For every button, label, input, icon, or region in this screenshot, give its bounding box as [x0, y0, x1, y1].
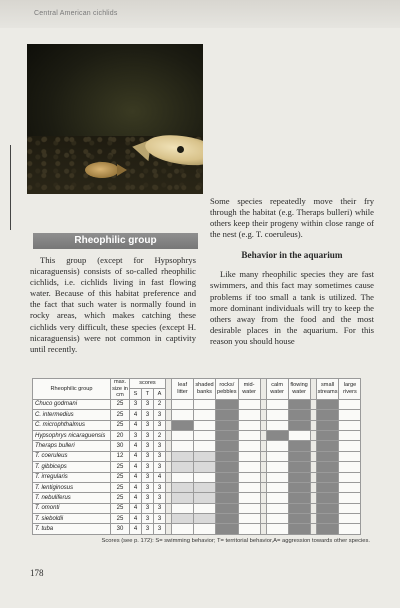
score-t: 3 [142, 472, 154, 482]
habitat-cell-leaf-litter [172, 410, 194, 420]
species-name: T. lentiginosus [33, 482, 111, 492]
score-t: 3 [142, 399, 154, 409]
header-size: max. size in cm [112, 379, 128, 399]
habitat-cell-rocks-pebbles [216, 514, 239, 524]
score-a: 3 [154, 462, 166, 472]
habitat-cell-calm-water [266, 441, 288, 451]
right-top-paragraph: Some species repeatedly move their fry through the habitat (e.g. Theraps bulleri) while others keep their progeny within close range of the nest (e.g. T. coeruleus). [210, 196, 374, 240]
species-name: T. gibbiceps [33, 462, 111, 472]
habitat-cell-small-streams [316, 410, 339, 420]
fish-spot [177, 146, 184, 153]
habitat-cell-shaded-banks [194, 503, 216, 513]
table-row [33, 430, 361, 440]
habitat-cell-flowing-water [288, 451, 310, 461]
score-s: 3 [130, 399, 142, 409]
score-t: 3 [142, 503, 154, 513]
score-t: 3 [142, 420, 154, 430]
habitat-cell-calm-water [266, 430, 288, 440]
habitat-cell-leaf-litter [172, 503, 194, 513]
habitat-cell-rocks-pebbles [216, 451, 239, 461]
habitat-cell-mid-water [238, 399, 260, 409]
table-row [33, 420, 361, 430]
header-mid-water: mid- water [238, 379, 260, 400]
max-size: 25 [111, 493, 130, 503]
habitat-cell-mid-water [238, 472, 260, 482]
habitat-cell-shaded-banks [194, 430, 216, 440]
score-s: 4 [130, 462, 142, 472]
header-flowing-water: flowing water [288, 379, 310, 400]
habitat-cell-calm-water [266, 482, 288, 492]
left-paragraph [30, 255, 196, 355]
habitat-cell-small-streams [316, 462, 339, 472]
habitat-cell-small-streams [316, 514, 339, 524]
habitat-cell-flowing-water [288, 420, 310, 430]
habitat-cell-mid-water [238, 410, 260, 420]
habitat-cell-shaded-banks [194, 399, 216, 409]
habitat-cell-calm-water [266, 420, 288, 430]
score-a: 3 [154, 524, 166, 534]
score-a: 3 [154, 420, 166, 430]
habitat-cell-shaded-banks [194, 451, 216, 461]
table-row [33, 451, 361, 461]
habitat-cell-shaded-banks [194, 462, 216, 472]
habitat-cell-flowing-water [288, 462, 310, 472]
score-s: 4 [130, 410, 142, 420]
habitat-cell-shaded-banks [194, 420, 216, 430]
species-name: T. coeruleus [33, 451, 111, 461]
score-t: 3 [142, 462, 154, 472]
habitat-cell-rocks-pebbles [216, 420, 239, 430]
habitat-cell-mid-water [238, 441, 260, 451]
score-a: 3 [154, 482, 166, 492]
score-a: 3 [154, 451, 166, 461]
habitat-cell-mid-water [238, 524, 260, 534]
habitat-cell-leaf-litter [172, 441, 194, 451]
habitat-cell-flowing-water [288, 472, 310, 482]
habitat-cell-mid-water [238, 493, 260, 503]
max-size: 25 [111, 472, 130, 482]
header-rocks-pebbles: rocks/ pebbles [216, 379, 239, 400]
habitat-cell-rocks-pebbles [216, 524, 239, 534]
score-t: 3 [142, 451, 154, 461]
species-name: T. irregularis [33, 472, 111, 482]
score-a: 3 [154, 514, 166, 524]
species-name: T. sieboldii [33, 514, 111, 524]
score-a: 3 [154, 493, 166, 503]
species-name: C. intermedius [33, 410, 111, 420]
header-scores: scores [130, 379, 166, 389]
species-name: T. tuba [33, 524, 111, 534]
habitat-cell-leaf-litter [172, 451, 194, 461]
habitat-cell-large-rivers [339, 451, 361, 461]
habitat-cell-mid-water [238, 482, 260, 492]
score-a: 3 [154, 441, 166, 451]
max-size: 25 [111, 503, 130, 513]
habitat-cell-leaf-litter [172, 482, 194, 492]
habitat-cell-flowing-water [288, 493, 310, 503]
max-size: 25 [111, 399, 130, 409]
score-s: 4 [130, 524, 142, 534]
species-name: T. omonti [33, 503, 111, 513]
habitat-cell-mid-water [238, 514, 260, 524]
habitat-cell-large-rivers [339, 462, 361, 472]
habitat-cell-rocks-pebbles [216, 472, 239, 482]
table-header-row [33, 379, 361, 389]
header-small-streams: small streams [316, 379, 339, 400]
score-s: 4 [130, 503, 142, 513]
habitat-cell-leaf-litter [172, 472, 194, 482]
table-row [33, 410, 361, 420]
habitat-cell-small-streams [316, 399, 339, 409]
max-size: 12 [111, 451, 130, 461]
habitat-cell-flowing-water [288, 399, 310, 409]
habitat-cell-large-rivers [339, 410, 361, 420]
score-s: 3 [130, 430, 142, 440]
score-s: 4 [130, 441, 142, 451]
cichlid-photo [27, 44, 203, 194]
habitat-cell-large-rivers [339, 514, 361, 524]
score-a: 3 [154, 503, 166, 513]
habitat-cell-small-streams [316, 524, 339, 534]
habitat-cell-shaded-banks [194, 410, 216, 420]
habitat-cell-rocks-pebbles [216, 462, 239, 472]
header-leaf-litter: leaf litter [172, 379, 194, 400]
habitat-cell-calm-water [266, 493, 288, 503]
habitat-cell-small-streams [316, 441, 339, 451]
section-banner: Rheophilic group [33, 233, 198, 249]
habitat-cell-large-rivers [339, 420, 361, 430]
right-bottom-paragraph: Like many rheophilic species they are fast swimmers, and this fact may sometimes cause problems if too small a tank is utilized. The more dominant individuals will try to keep the others away from the food and the most desirable places in the aquarium. For this reason you should house [210, 269, 374, 346]
score-s: 4 [130, 472, 142, 482]
habitat-cell-large-rivers [339, 472, 361, 482]
habitat-cell-rocks-pebbles [216, 482, 239, 492]
habitat-cell-small-streams [316, 493, 339, 503]
species-table-wrap [32, 378, 370, 544]
habitat-cell-shaded-banks [194, 472, 216, 482]
habitat-cell-small-streams [316, 503, 339, 513]
habitat-cell-flowing-water [288, 482, 310, 492]
species-name: Hypsophrys nicaraguensis [33, 430, 111, 440]
score-s: 4 [130, 451, 142, 461]
habitat-cell-small-streams [316, 472, 339, 482]
table-row [33, 399, 361, 409]
habitat-cell-small-streams [316, 482, 339, 492]
species-name: Chuco godmani [33, 399, 111, 409]
habitat-cell-large-rivers [339, 493, 361, 503]
habitat-cell-calm-water [266, 472, 288, 482]
habitat-cell-shaded-banks [194, 514, 216, 524]
habitat-cell-rocks-pebbles [216, 430, 239, 440]
table-row [33, 441, 361, 451]
score-s: 4 [130, 493, 142, 503]
habitat-cell-mid-water [238, 462, 260, 472]
habitat-cell-rocks-pebbles [216, 399, 239, 409]
habitat-cell-calm-water [266, 399, 288, 409]
habitat-cell-leaf-litter [172, 514, 194, 524]
score-t: 3 [142, 410, 154, 420]
max-size: 30 [111, 441, 130, 451]
score-s: 4 [130, 514, 142, 524]
habitat-cell-flowing-water [288, 430, 310, 440]
header-calm-water: calm water [266, 379, 288, 400]
table-body [33, 399, 361, 534]
header-shaded-banks: shaded banks [194, 379, 216, 400]
habitat-cell-shaded-banks [194, 524, 216, 534]
habitat-cell-large-rivers [339, 482, 361, 492]
habitat-cell-small-streams [316, 420, 339, 430]
subheading: Behavior in the aquarium [241, 250, 343, 261]
max-size: 25 [111, 514, 130, 524]
habitat-cell-large-rivers [339, 399, 361, 409]
score-a: 4 [154, 472, 166, 482]
header-large-rivers: large rivers [339, 379, 361, 400]
habitat-cell-small-streams [316, 451, 339, 461]
score-t: 3 [142, 524, 154, 534]
max-size: 25 [111, 462, 130, 472]
habitat-cell-leaf-litter [172, 430, 194, 440]
left-column [30, 255, 196, 355]
max-size: 25 [111, 420, 130, 430]
table-row [33, 524, 361, 534]
score-a: 3 [154, 410, 166, 420]
habitat-cell-leaf-litter [172, 524, 194, 534]
table-row [33, 503, 361, 513]
habitat-cell-calm-water [266, 451, 288, 461]
species-table [32, 378, 361, 535]
habitat-cell-flowing-water [288, 410, 310, 420]
page-number: 178 [30, 568, 44, 578]
habitat-cell-calm-water [266, 410, 288, 420]
habitat-cell-mid-water [238, 451, 260, 461]
species-name: Theraps bulleri [33, 441, 111, 451]
habitat-cell-small-streams [316, 430, 339, 440]
habitat-cell-calm-water [266, 503, 288, 513]
habitat-cell-mid-water [238, 420, 260, 430]
max-size: 20 [111, 430, 130, 440]
header-s: S [130, 389, 142, 399]
header-group: Rheophilic group [33, 379, 111, 400]
habitat-cell-flowing-water [288, 514, 310, 524]
habitat-cell-large-rivers [339, 524, 361, 534]
habitat-cell-calm-water [266, 524, 288, 534]
habitat-cell-shaded-banks [194, 441, 216, 451]
habitat-cell-shaded-banks [194, 482, 216, 492]
table-caption: Scores (see p. 172): S= swimming behavior; T= territorial behavior,A= aggression towards other species. [101, 537, 370, 544]
habitat-cell-flowing-water [288, 503, 310, 513]
header-t: T [142, 389, 154, 399]
table-row [33, 493, 361, 503]
right-column [210, 196, 374, 347]
score-t: 3 [142, 430, 154, 440]
header-a: A [154, 389, 166, 399]
max-size: 30 [111, 524, 130, 534]
score-t: 3 [142, 514, 154, 524]
habitat-cell-large-rivers [339, 430, 361, 440]
fish-tail-small [117, 164, 127, 176]
table-row [33, 514, 361, 524]
score-t: 3 [142, 441, 154, 451]
habitat-cell-calm-water [266, 462, 288, 472]
habitat-cell-large-rivers [339, 503, 361, 513]
cichlid-fish-small [85, 162, 119, 178]
habitat-cell-flowing-water [288, 524, 310, 534]
score-t: 3 [142, 493, 154, 503]
habitat-cell-calm-water [266, 514, 288, 524]
habitat-cell-leaf-litter [172, 399, 194, 409]
habitat-cell-flowing-water [288, 441, 310, 451]
habitat-cell-rocks-pebbles [216, 441, 239, 451]
species-name: C. microphthalmus [33, 420, 111, 430]
habitat-cell-rocks-pebbles [216, 503, 239, 513]
score-a: 2 [154, 399, 166, 409]
habitat-cell-leaf-litter [172, 420, 194, 430]
max-size: 25 [111, 482, 130, 492]
score-s: 4 [130, 482, 142, 492]
score-a: 2 [154, 430, 166, 440]
habitat-cell-shaded-banks [194, 493, 216, 503]
habitat-cell-large-rivers [339, 441, 361, 451]
habitat-cell-rocks-pebbles [216, 493, 239, 503]
species-name: T. nebuliferus [33, 493, 111, 503]
habitat-cell-mid-water [238, 503, 260, 513]
table-row [33, 482, 361, 492]
score-s: 4 [130, 420, 142, 430]
habitat-cell-leaf-litter [172, 462, 194, 472]
habitat-cell-rocks-pebbles [216, 410, 239, 420]
max-size: 25 [111, 410, 130, 420]
habitat-cell-mid-water [238, 430, 260, 440]
running-head: Central American cichlids [34, 10, 118, 17]
table-row [33, 462, 361, 472]
habitat-cell-leaf-litter [172, 493, 194, 503]
left-text: This group (except for Hypsophrys nicaraguensis) consists of so-called rheophilic cichlids, i.e. cichlids living in fast flowing water. Because of this habitat preference and the fact that such water is normally found in rocky areas, which makes catching these cichlids very difficult, these species (except H. nicaraguensis) were not common in captivity until recently. [30, 255, 196, 354]
margin-rule [10, 145, 11, 230]
table-row [33, 472, 361, 482]
score-t: 3 [142, 482, 154, 492]
